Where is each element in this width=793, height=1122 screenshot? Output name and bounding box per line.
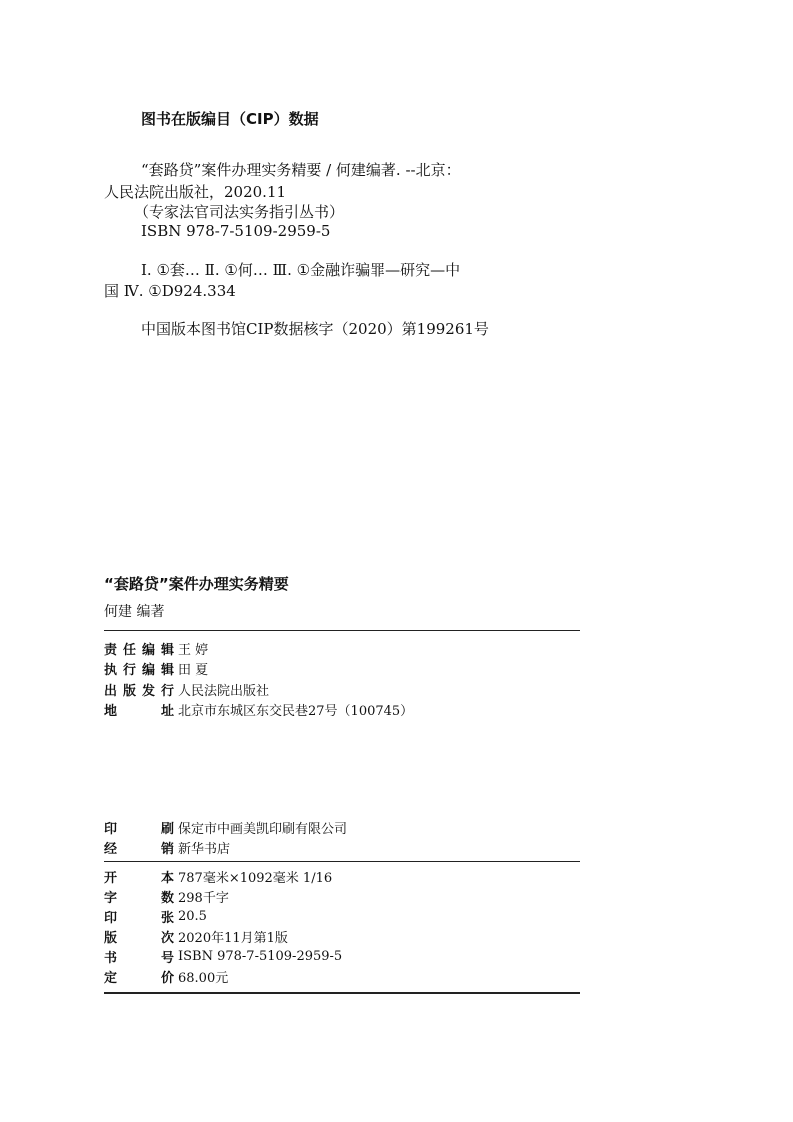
cip-line-5: Ⅰ. ①套… Ⅱ. ①何… Ⅲ. ①金融诈骗罪—研究—中 [141,261,461,279]
value-price: 68.00元 [178,971,229,986]
label-format: 开 本 [104,871,174,886]
cip-line-3: （专家法官司法实务指引丛书） [134,203,345,221]
row-sheets [104,907,207,926]
label-edition: 版 次 [104,931,174,946]
cip-line-1: “套路贷”案件办理实务精要 / 何建编著. --北京： [141,161,461,179]
value-edition: 2020年11月第1版 [178,931,288,946]
row-distributor [104,838,230,857]
value-exec-editor: 田 夏 [178,663,209,678]
divider-top [104,630,580,631]
divider-middle [104,861,580,862]
label-sheets: 印 张 [104,911,174,926]
author-line: 何建 编著 [104,604,165,620]
label-isbn: 书 号 [104,951,174,966]
label-editor: 责 任 编 辑 [104,643,174,658]
value-format: 787毫米×1092毫米 1/16 [178,871,333,886]
value-editor: 王 婷 [178,643,209,658]
row-edition [104,927,288,946]
row-price [104,967,228,986]
row-format [104,867,332,886]
row-editor [104,639,208,658]
row-publisher [104,680,269,699]
cip-line-4: ISBN 978-7-5109-2959-5 [141,222,331,240]
label-price: 定 价 [104,971,174,986]
label-print: 印 刷 [104,822,174,837]
value-publisher: 人民法院出版社 [178,684,270,699]
cip-line-7: 中国版本图书馆CIP数据核字（2020）第199261号 [141,320,489,338]
row-address [104,700,413,719]
value-words: 298千字 [178,891,229,906]
book-title: “套路贷”案件办理实务精要 [104,575,289,593]
label-address: 地 址 [104,704,174,719]
row-isbn [104,947,342,966]
label-exec-editor: 执 行 编 辑 [104,663,174,678]
value-isbn: ISBN 978-7-5109-2959-5 [178,949,343,964]
cip-line-6: 国 Ⅳ. ①D924.334 [104,282,236,300]
cip-title: 图书在版编目（CIP）数据 [141,110,319,128]
label-publisher: 出 版 发 行 [104,684,174,699]
value-sheets: 20.5 [178,909,207,924]
row-words [104,887,229,906]
row-exec-editor [104,659,208,678]
row-print [104,818,347,837]
divider-bottom [104,992,580,994]
value-print: 保定市中画美凯印刷有限公司 [178,822,348,837]
label-distributor: 经 销 [104,842,174,857]
value-address: 北京市东城区东交民巷27号（100745） [178,704,414,719]
label-words: 字 数 [104,891,174,906]
value-distributor: 新华书店 [178,842,231,857]
cip-line-2: 人民法院出版社，2020.11 [104,183,287,201]
